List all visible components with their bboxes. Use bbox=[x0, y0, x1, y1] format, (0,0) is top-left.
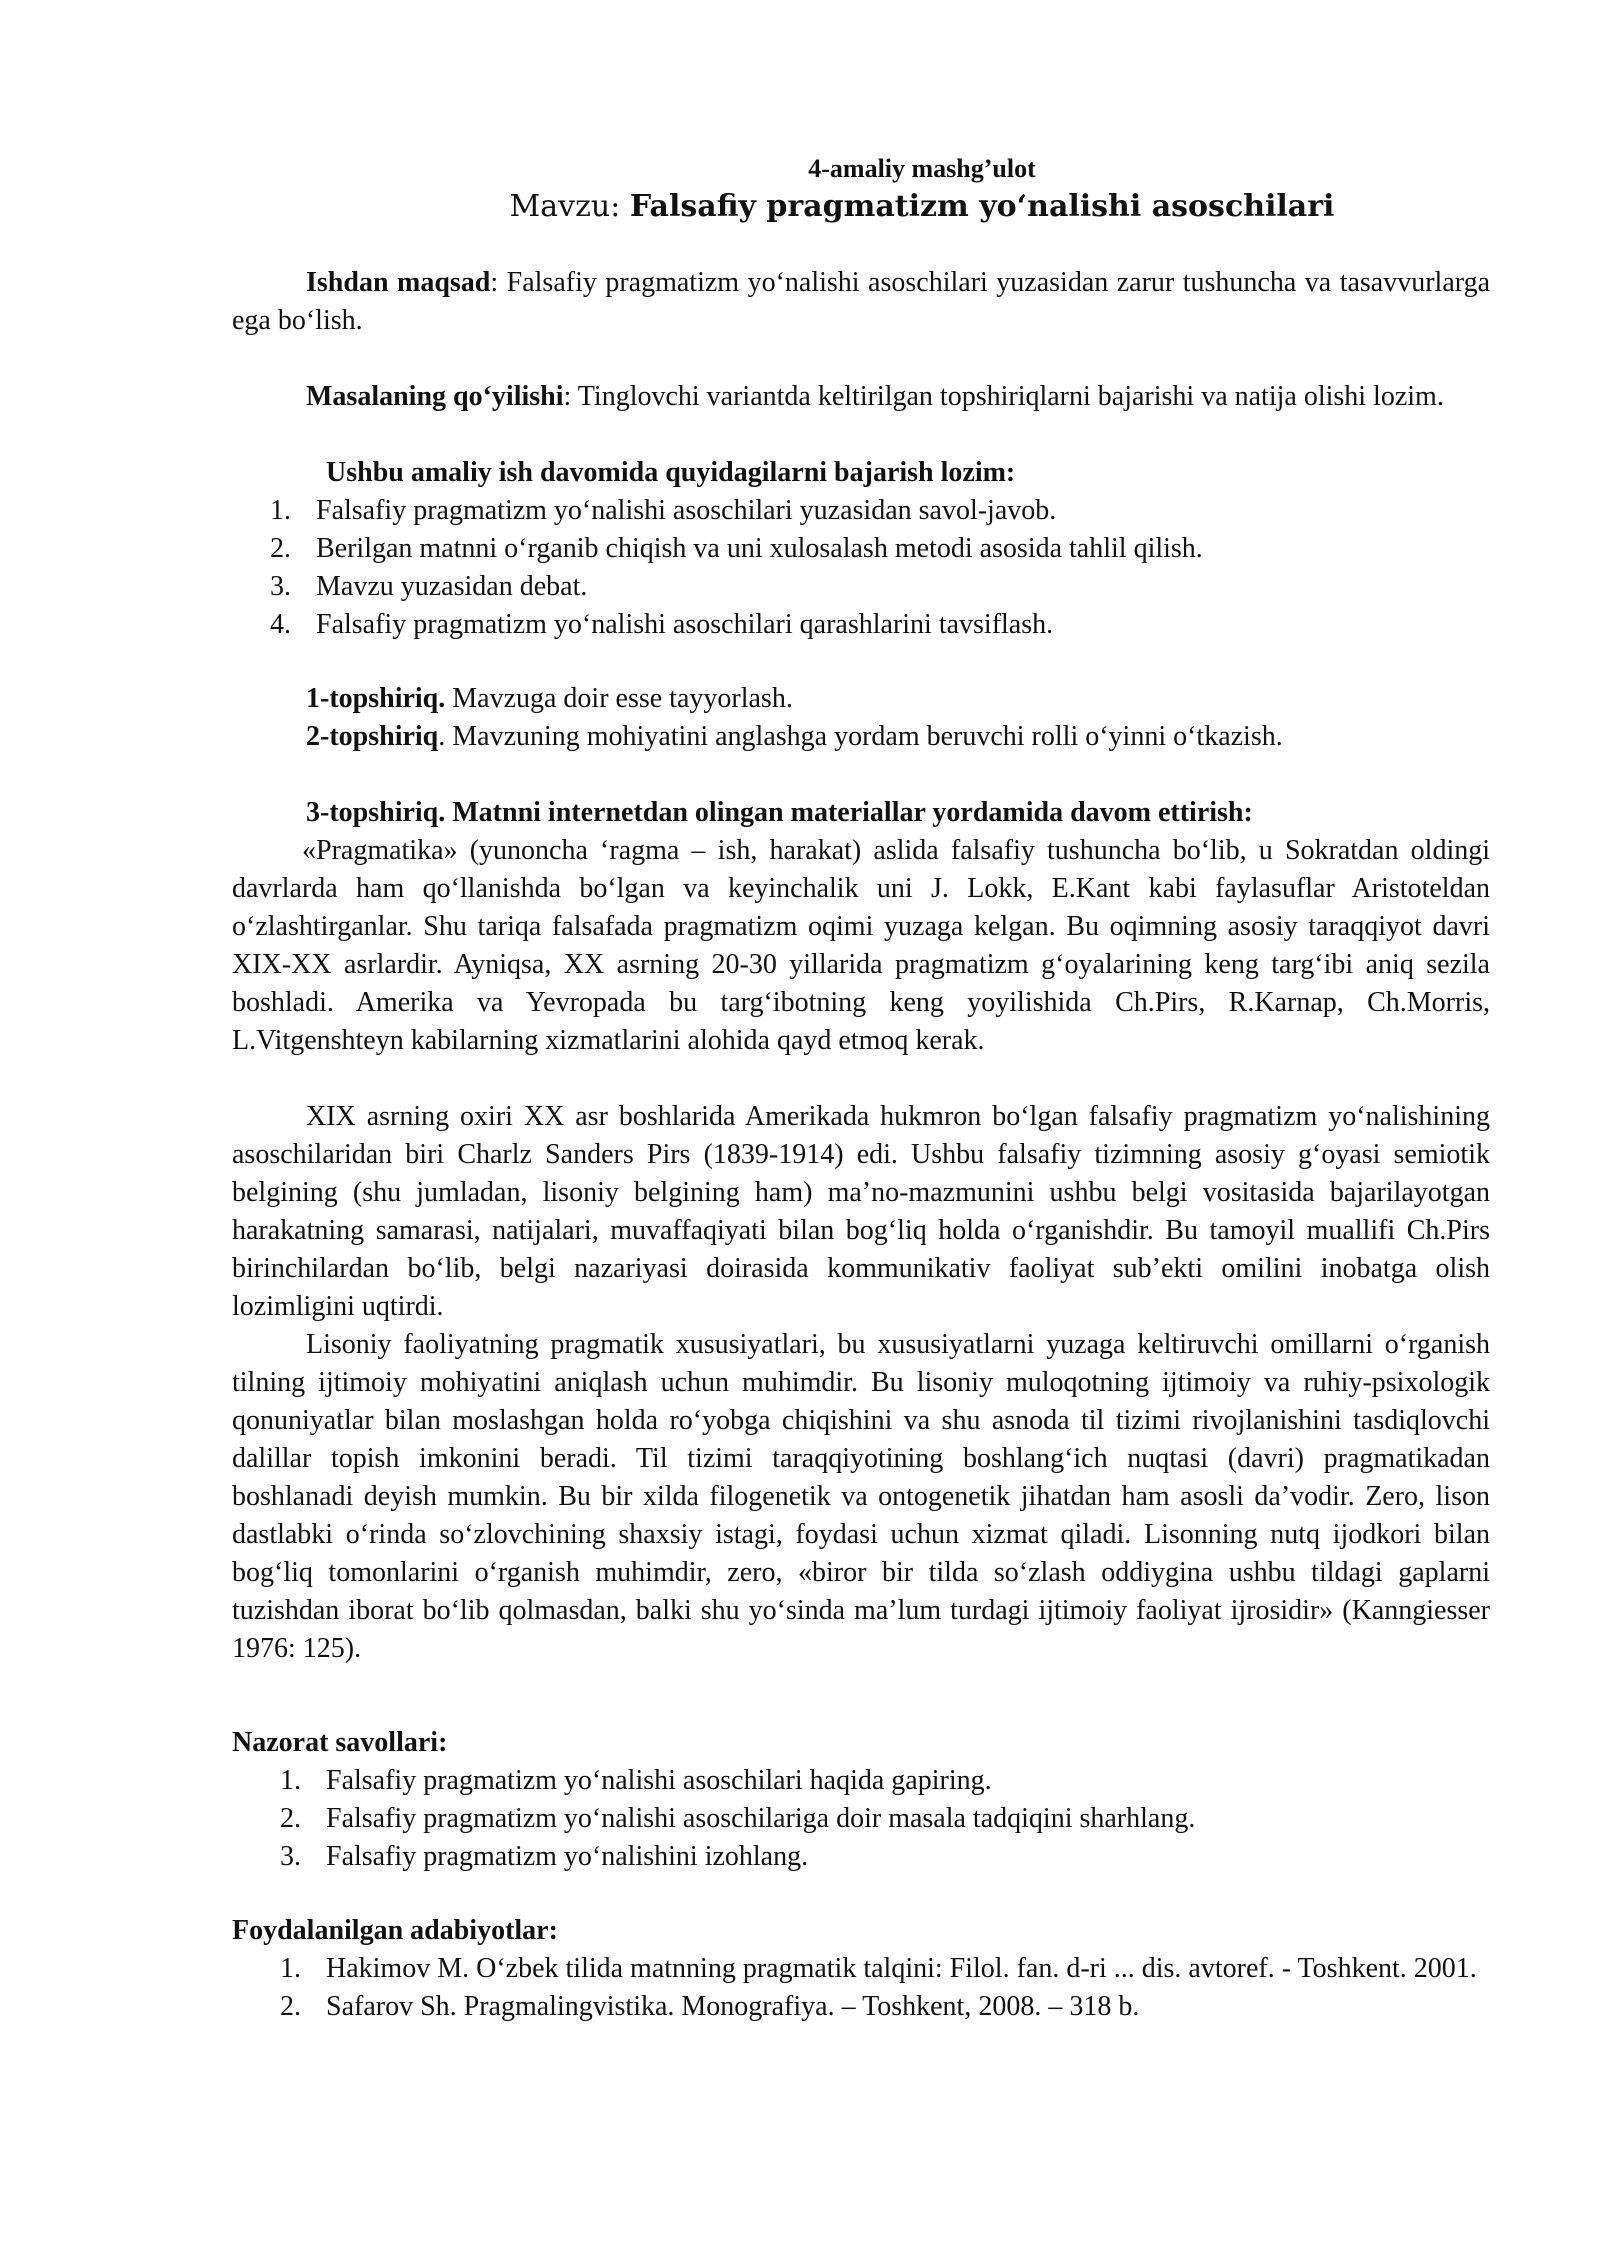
control-question-text: Falsafiy pragmatizm yo‘nalishini izohlang. bbox=[326, 1841, 809, 1872]
body-paragraph-1: «Pragmatika» (yunoncha ‘ragma – ish, harakat) aslida falsafiy tushuncha bo‘lib, u Sokratdan oldingi davrlarda ham qo‘llanishda bo‘lgan va keyinchalik uni J. Lokk, E.Kant kabi faylasuflar Aristoteldan o‘zlashtirganlar. Shu tariqa falsafada pragmatizm oqimi yuzaga kelgan. Bu oqimning asosiy taraqqiyot davri XIX-XX asrlardir. Ayniqsa, XX asrning 20-30 yillarida pragmatizm g‘oyalarining keng targ‘ibi aniq sezila boshladi. Amerika va Yevropada bu targ‘ibotning keng yoyilishida Ch.Pirs, R.Karnap, Ch.Morris, L.Vitgenshteyn kabilarning xizmatlarini alohida qayd etmoq kerak. bbox=[232, 835, 1490, 1056]
task-number: 1. bbox=[270, 495, 291, 526]
assignment-1 bbox=[306, 680, 1506, 718]
assignment-1-text: Mavzuga doir esse tayyorlash. bbox=[445, 683, 793, 714]
control-question-number: 1. bbox=[280, 1765, 301, 1796]
control-questions-list bbox=[280, 1762, 1480, 1876]
goal-paragraph bbox=[232, 264, 1490, 340]
reference-text: Safarov Sh. Pragmalingvistika. Monografiya. – Toshkent, 2008. – 318 b. bbox=[326, 1991, 1140, 2022]
problem-text: : Tinglovchi variantda keltirilgan topshiriqlarni bajarishi va natija olishi lozim. bbox=[563, 381, 1444, 412]
reference-number: 2. bbox=[280, 1991, 301, 2022]
control-question-item bbox=[280, 1838, 1480, 1876]
assignment-2-text: . Mavzuning mohiyatini anglashga yordam beruvchi rolli o‘yinni o‘tkazish. bbox=[438, 721, 1283, 752]
task-item bbox=[270, 530, 1470, 568]
control-question-number: 2. bbox=[280, 1803, 301, 1834]
reference-item bbox=[280, 1988, 1480, 2026]
tasks-heading: Ushbu amaliy ish davomida quyidagilarni bajarish lozim: bbox=[326, 457, 1016, 488]
topic-label: Mavzu: bbox=[509, 189, 630, 224]
assignment-2-label: 2-topshiriq bbox=[306, 721, 439, 752]
task-number: 3. bbox=[270, 571, 291, 602]
body-paragraph-2: XIX asrning oxiri XX asr boshlarida Amerikada hukmron bo‘lgan falsafiy pragmatizm yo‘nalishining asoschilaridan biri Charlz Sanders Pirs (1839-1914) edi. Ushbu falsafiy tizimning asosiy g‘oyasi semiotik belgining (shu jumladan, lisoniy belgining ham) ma’no-mazmunini ushbu belgi vositasida bajarilayotgan harakatning samarasi, natijalari, muvaffaqiyati bilan bog‘liq holda o‘rganishdir. Bu tamoyil muallifi Ch.Pirs birinchilardan bo‘lib, belgi nazariyasi doirasida kommunikativ faoliyat sub’ekti omilini inobatga olish lozimligini uqtirdi. bbox=[232, 1101, 1490, 1322]
task-number: 2. bbox=[270, 533, 291, 564]
control-question-text: Falsafiy pragmatizm yo‘nalishi asoschilari haqida gapiring. bbox=[326, 1765, 992, 1796]
task-item bbox=[270, 492, 1470, 530]
reference-text: Hakimov M. O‘zbek tilida matnning pragmatik talqini: Filol. fan. d-ri ... dis. avtoref. - Toshkent. 2001. bbox=[326, 1953, 1477, 1984]
assignment-3-heading: 3-topshiriq. Matnni internetdan olingan materiallar yordamida davom ettirish: bbox=[306, 797, 1253, 828]
problem-label: Masalaning qo‘yilishi bbox=[306, 381, 564, 412]
task-text: Berilgan matnni o‘rganib chiqish va uni xulosalash metodi asosida tahlil qilish. bbox=[316, 533, 1203, 564]
assignment-1-label: 1-topshiriq. bbox=[306, 683, 446, 714]
references-heading: Foydalanilgan adabiyotlar: bbox=[232, 1915, 558, 1946]
exercise-number-text: 4-amaliy mashg’ulot bbox=[808, 154, 1036, 183]
control-question-number: 3. bbox=[280, 1841, 301, 1872]
topic-line bbox=[232, 188, 1600, 226]
goal-label: Ishdan maqsad bbox=[306, 267, 491, 298]
control-questions-heading: Nazorat savollari: bbox=[232, 1727, 448, 1758]
control-question-item bbox=[280, 1800, 1480, 1838]
control-question-text: Falsafiy pragmatizm yo‘nalishi asoschilariga doir masala tadqiqini sharhlang. bbox=[326, 1803, 1196, 1834]
task-item bbox=[270, 606, 1470, 644]
references-list bbox=[280, 1950, 1480, 2026]
reference-item bbox=[280, 1950, 1480, 1988]
problem-paragraph bbox=[232, 378, 1490, 416]
tasks-list bbox=[270, 492, 1470, 644]
exercise-number-title bbox=[232, 150, 1600, 188]
goal-text: : Falsafiy pragmatizm yo‘nalishi asoschilari yuzasidan zarur tushuncha va tasavvurlarga ega bo‘lish. bbox=[232, 267, 1490, 336]
task-item bbox=[270, 568, 1470, 606]
topic-title: Falsafiy pragmatizm yo‘nalishi asoschilari bbox=[629, 189, 1335, 224]
task-number: 4. bbox=[270, 609, 291, 640]
assignment-2 bbox=[306, 718, 1506, 756]
task-text: Falsafiy pragmatizm yo‘nalishi asoschilari yuzasidan savol-javob. bbox=[316, 495, 1057, 526]
control-question-item bbox=[280, 1762, 1480, 1800]
task-text: Falsafiy pragmatizm yo‘nalishi asoschilari qarashlarini tavsiflash. bbox=[316, 609, 1054, 640]
reference-number: 1. bbox=[280, 1953, 301, 1984]
body-paragraph-3: Lisoniy faoliyatning pragmatik xususiyatlari, bu xususiyatlarni yuzaga keltiruvchi omillarni o‘rganish tilning ijtimoiy mohiyatini aniqlash uchun muhimdir. Bu lisoniy muloqotning ijtimoiy va ruhiy-psixologik qonuniyatlar bilan moslashgan holda ro‘yobga chiqishini va shu asnoda til tizimi rivojlanishini tasdiqlovchi dalillar topish imkonini beradi. Til tizimi taraqqiyotining boshlang‘ich nuqtasi (davri) pragmatikadan boshlanadi deyish mumkin. Bu bir xilda filogenetik va ontogenetik jihatdan ham asosli da’vodir. Zero, lison dastlabki o‘rinda so‘zlovchining shaxsiy istagi, foydasi uchun xizmat qiladi. Lisonning nutq ijodkori bilan bog‘liq tomonlarini o‘rganish muhimdir, zero, «biror bir tilda so‘zlash oddiygina ushbu tildagi gaplarni tuzishdan iborat bo‘lib qolmasdan, balki shu yo‘sinda ma’lum turdagi ijtimoiy faoliyat ijrosidir» (Kanngiesser 1976: 125). bbox=[232, 1329, 1490, 1664]
task-text: Mavzu yuzasidan debat. bbox=[316, 571, 588, 602]
